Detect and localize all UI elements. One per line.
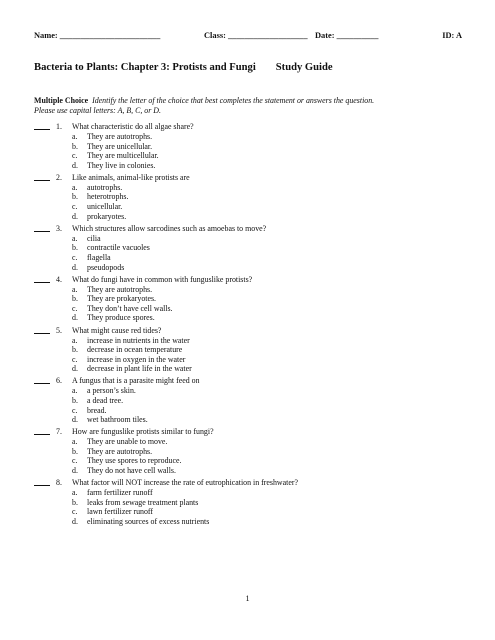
option-letter: c. <box>72 151 78 161</box>
answer-option <box>34 447 464 457</box>
question-number: 5. <box>56 325 62 335</box>
question-stem <box>34 224 464 234</box>
option-letter: c. <box>72 202 78 212</box>
answer-option <box>34 517 464 527</box>
question-text: What might cause red tides? <box>72 325 162 335</box>
name-field: Name: ________________________ <box>34 31 161 40</box>
answer-option <box>34 345 464 355</box>
question-stem <box>34 478 464 488</box>
option-letter: a. <box>72 488 78 498</box>
question-number: 6. <box>56 376 62 386</box>
option-text: cilia <box>87 233 101 243</box>
date-field: Date: __________ <box>315 31 379 40</box>
answer-blank[interactable] <box>34 434 50 435</box>
question-text: Which structures allow sarcodines such as amoebas to move? <box>72 223 267 233</box>
question-text: What factor will NOT increase the rate of eutrophication in freshwater? <box>72 478 298 488</box>
answer-option <box>34 132 464 142</box>
question-number: 1. <box>56 122 62 131</box>
option-letter: b. <box>72 345 78 355</box>
option-text: lawn fertilizer runoff <box>87 507 154 517</box>
option-text: farm fertilizer runoff <box>87 488 153 498</box>
option-letter: a. <box>72 233 78 243</box>
question-text: What do fungi have in common with funguslike protists? <box>72 274 253 284</box>
question-7 <box>34 427 464 475</box>
class-field: Class: ___________________ <box>204 31 308 40</box>
option-letter: d. <box>72 262 78 272</box>
question-stem <box>34 173 464 183</box>
answer-blank[interactable] <box>34 282 50 283</box>
option-letter: c. <box>72 354 78 364</box>
question-stem <box>34 326 464 336</box>
option-text: They are autotrophs. <box>87 132 153 141</box>
option-text: a dead tree. <box>87 395 124 405</box>
answer-option <box>34 234 464 244</box>
question-number: 7. <box>56 427 62 437</box>
answer-option <box>34 415 464 425</box>
option-text: They don’t have cell walls. <box>87 303 173 313</box>
student-info-header <box>34 31 462 43</box>
question-text: What characteristic do all algae share? <box>72 122 194 131</box>
answer-option <box>34 294 464 304</box>
question-stem <box>34 122 464 132</box>
option-letter: b. <box>72 294 78 304</box>
answer-blank[interactable] <box>34 383 50 384</box>
answer-option <box>34 183 464 193</box>
answer-option <box>34 466 464 476</box>
question-number: 3. <box>56 223 62 233</box>
option-letter: c. <box>72 303 78 313</box>
option-text: They use spores to reproduce. <box>87 456 182 466</box>
section-label: Multiple Choice <box>34 96 89 105</box>
answer-option <box>34 336 464 346</box>
option-letter: d. <box>72 466 78 476</box>
option-letter: d. <box>72 160 78 170</box>
question-text: How are funguslike protists similar to fungi? <box>72 427 214 437</box>
option-text: leaks from sewage treatment plants <box>87 497 199 507</box>
question-1 <box>34 122 464 170</box>
answer-blank[interactable] <box>34 180 50 181</box>
answer-option <box>34 192 464 202</box>
option-letter: a. <box>72 182 78 192</box>
option-text: They produce spores. <box>87 313 155 323</box>
answer-option <box>34 212 464 222</box>
answer-option <box>34 406 464 416</box>
option-text: They are unable to move. <box>87 437 168 447</box>
question-4 <box>34 275 464 323</box>
answer-option <box>34 142 464 152</box>
question-stem <box>34 376 464 386</box>
answer-blank[interactable] <box>34 129 50 130</box>
option-letter: b. <box>72 497 78 507</box>
option-letter: a. <box>72 132 78 141</box>
option-text: They do not have cell walls. <box>87 466 176 476</box>
option-letter: b. <box>72 395 78 405</box>
answer-option <box>34 355 464 365</box>
test-id: ID: A <box>442 31 462 40</box>
option-text: decrease in plant life in the water <box>87 364 192 374</box>
option-letter: a. <box>72 284 78 294</box>
instructions <box>34 96 464 116</box>
option-letter: a. <box>72 437 78 447</box>
answer-option <box>34 263 464 273</box>
option-text: unicellular. <box>87 202 123 212</box>
option-text: They are prokaryotes. <box>87 294 157 304</box>
option-letter: b. <box>72 141 78 151</box>
option-letter: b. <box>72 243 78 253</box>
option-text: decrease in ocean temperature <box>87 345 183 355</box>
option-text: contractile vacuoles <box>87 243 150 253</box>
title-guide: Study Guide <box>275 62 333 73</box>
option-letter: d. <box>72 364 78 374</box>
question-stem <box>34 427 464 437</box>
option-text: flagella <box>87 252 111 262</box>
question-6 <box>34 376 464 424</box>
option-text: They are multicellular. <box>87 151 159 161</box>
document-title <box>34 62 333 73</box>
question-number: 4. <box>56 274 62 284</box>
answer-option <box>34 498 464 508</box>
answer-option <box>34 285 464 295</box>
answer-option <box>34 161 464 171</box>
option-letter: d. <box>72 516 78 526</box>
option-text: They are unicellular. <box>87 141 153 151</box>
option-letter: d. <box>72 211 78 221</box>
option-text: They live in colonies. <box>87 160 156 170</box>
question-list <box>34 122 464 529</box>
option-text: heterotrophs. <box>87 192 129 202</box>
option-text: They are autotrophs. <box>87 446 153 456</box>
option-text: a person’s skin. <box>87 386 136 396</box>
option-text: pseudopods <box>87 262 125 272</box>
option-text: bread. <box>87 405 107 415</box>
question-5 <box>34 326 464 374</box>
answer-option <box>34 243 464 253</box>
option-letter: b. <box>72 446 78 456</box>
option-letter: a. <box>72 335 78 345</box>
answer-option <box>34 396 464 406</box>
answer-option <box>34 253 464 263</box>
instructions-line-2: Please use capital letters: A, B, C, or D. <box>34 106 161 115</box>
option-letter: c. <box>72 507 78 517</box>
answer-option <box>34 456 464 466</box>
option-text: increase in nutrients in the water <box>87 335 190 345</box>
answer-option <box>34 313 464 323</box>
answer-option <box>34 304 464 314</box>
option-letter: b. <box>72 192 78 202</box>
option-letter: d. <box>72 313 78 323</box>
answer-option <box>34 364 464 374</box>
option-letter: c. <box>72 456 78 466</box>
question-2 <box>34 173 464 221</box>
option-letter: c. <box>72 405 78 415</box>
question-3 <box>34 224 464 272</box>
question-8 <box>34 478 464 526</box>
answer-option <box>34 488 464 498</box>
answer-option <box>34 151 464 161</box>
question-number: 2. <box>56 172 62 182</box>
page-number: 1 <box>245 594 250 603</box>
answer-option <box>34 386 464 396</box>
option-letter: c. <box>72 252 78 262</box>
answer-blank[interactable] <box>34 485 50 486</box>
option-text: They are autotrophs. <box>87 284 153 294</box>
option-letter: a. <box>72 386 78 396</box>
question-text: A fungus that is a parasite might feed on <box>72 376 200 386</box>
answer-option <box>34 437 464 447</box>
option-letter: d. <box>72 415 78 425</box>
question-text: Like animals, animal-like protists are <box>72 172 190 182</box>
option-text: autotrophs. <box>87 182 123 192</box>
option-text: eliminating sources of excess nutrients <box>87 516 210 526</box>
answer-blank[interactable] <box>34 333 50 334</box>
question-number: 8. <box>56 478 62 488</box>
instructions-line-1: Identify the letter of the choice that best completes the statement or answers the question. <box>92 96 375 105</box>
title-main: Bacteria to Plants: Chapter 3: Protists and Fungi <box>34 62 256 73</box>
option-text: wet bathroom tiles. <box>87 415 148 425</box>
option-text: prokaryotes. <box>87 211 127 221</box>
option-text: increase in oxygen in the water <box>87 354 186 364</box>
question-stem <box>34 275 464 285</box>
answer-blank[interactable] <box>34 231 50 232</box>
answer-option <box>34 202 464 212</box>
answer-option <box>34 507 464 517</box>
